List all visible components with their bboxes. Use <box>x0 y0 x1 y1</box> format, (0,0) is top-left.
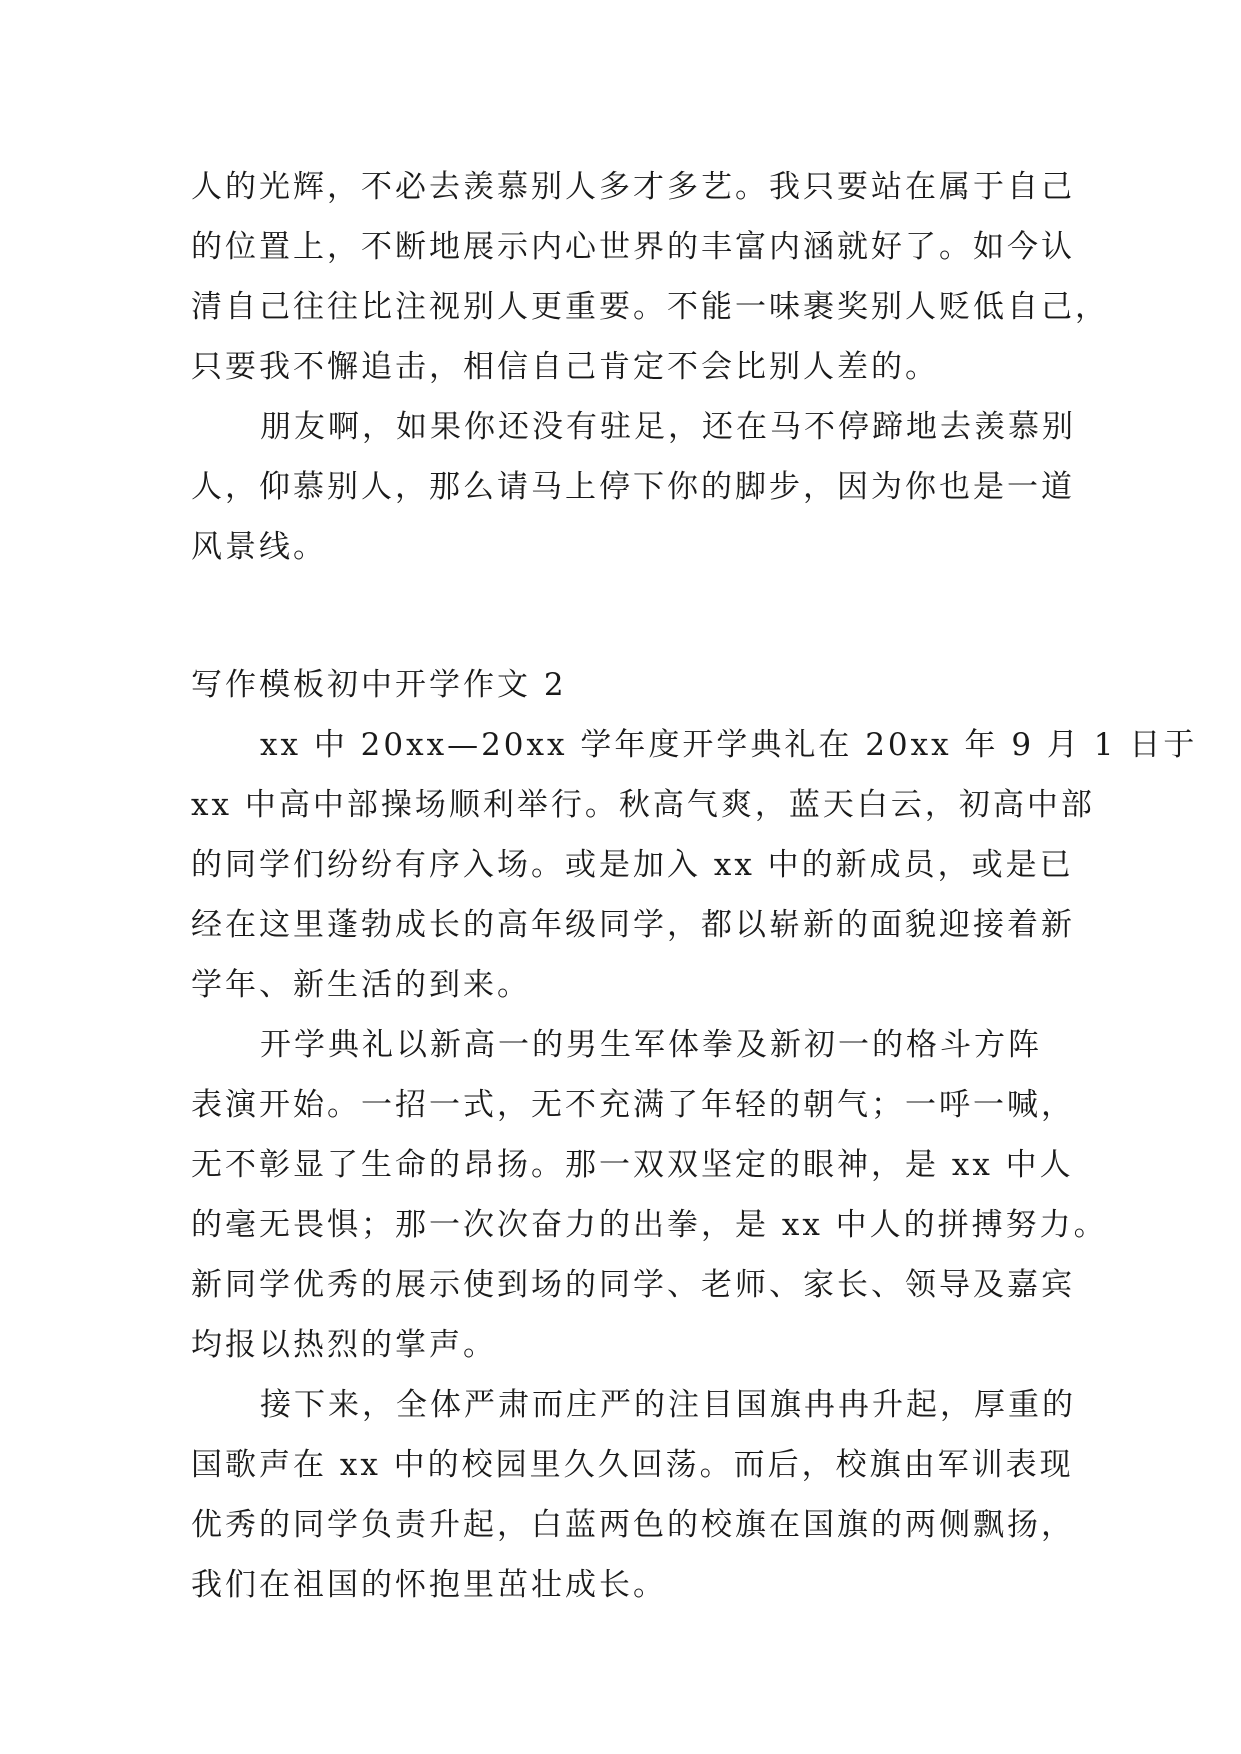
paragraph-line: 的同学们纷纷有序入场。或是加入 xx 中的新成员，或是已 <box>191 847 1074 883</box>
paragraph-line: 风景线。 <box>191 529 327 565</box>
document-body <box>191 157 1198 1615</box>
section-title: 写作模板初中开学作文 2 <box>191 667 567 703</box>
paragraph-line: 我们在祖国的怀抱里茁壮成长。 <box>191 1567 667 1603</box>
paragraph-line: 无不彰显了生命的昂扬。那一双双坚定的眼神，是 xx 中人 <box>191 1147 1074 1183</box>
paragraph-line: 新同学优秀的展示使到场的同学、老师、家长、领导及嘉宾 <box>191 1267 1075 1303</box>
paragraph-line: 的毫无畏惧；那一次次奋力的出拳，是 xx 中人的拼搏努力。 <box>191 1207 1108 1243</box>
paragraph-line: 均报以热烈的掌声。 <box>191 1327 497 1363</box>
paragraph-line: xx 中 20xx—20xx 学年度开学典礼在 20xx 年 9 月 1 日于 <box>260 727 1198 763</box>
paragraph-continued <box>191 157 1109 397</box>
paragraph-line: 经在这里蓬勃成长的高年级同学，都以崭新的面貌迎接着新 <box>191 907 1075 943</box>
paragraph-line: 国歌声在 xx 中的校园里久久回荡。而后，校旗由军训表现 <box>191 1447 1074 1483</box>
paragraph-conclusion <box>191 397 1091 577</box>
paragraph-line: 接下来，全体严肃而庄严的注目国旗冉冉升起，厚重的 <box>260 1387 1076 1423</box>
paragraph-line: 人，仰慕别人，那么请马上停下你的脚步，因为你也是一道 <box>191 469 1075 505</box>
paragraph-line: 学年、新生活的到来。 <box>191 967 531 1003</box>
paragraph-line: 的位置上，不断地展示内心世界的丰富内涵就好了。如今认 <box>191 229 1075 265</box>
paragraph-line: 清自己往往比注视别人更重要。不能一味裹奖别人贬低自己， <box>191 289 1109 325</box>
paragraph-line: 优秀的同学负责升起，白蓝两色的校旗在国旗的两侧飘扬， <box>191 1507 1075 1543</box>
paragraph-line: 开学典礼以新高一的男生军体拳及新初一的格斗方阵 <box>260 1027 1042 1063</box>
paragraph-opening <box>191 715 1198 1015</box>
paragraph-flag-raising <box>191 1375 1091 1615</box>
paragraph-line: 只要我不懈追击，相信自己肯定不会比别人差的。 <box>191 349 939 385</box>
section-spacer <box>191 577 1091 655</box>
paragraph-line: xx 中高中部操场顺利举行。秋高气爽，蓝天白云，初高中部 <box>191 787 1095 823</box>
paragraph-ceremony <box>191 1015 1108 1375</box>
paragraph-line: 朋友啊，如果你还没有驻足，还在马不停蹄地去羡慕别 <box>260 409 1076 445</box>
paragraph-line: 表演开始。一招一式，无不充满了年轻的朝气；一呼一喊， <box>191 1087 1075 1123</box>
paragraph-line: 人的光辉，不必去羡慕别人多才多艺。我只要站在属于自己 <box>191 169 1075 205</box>
